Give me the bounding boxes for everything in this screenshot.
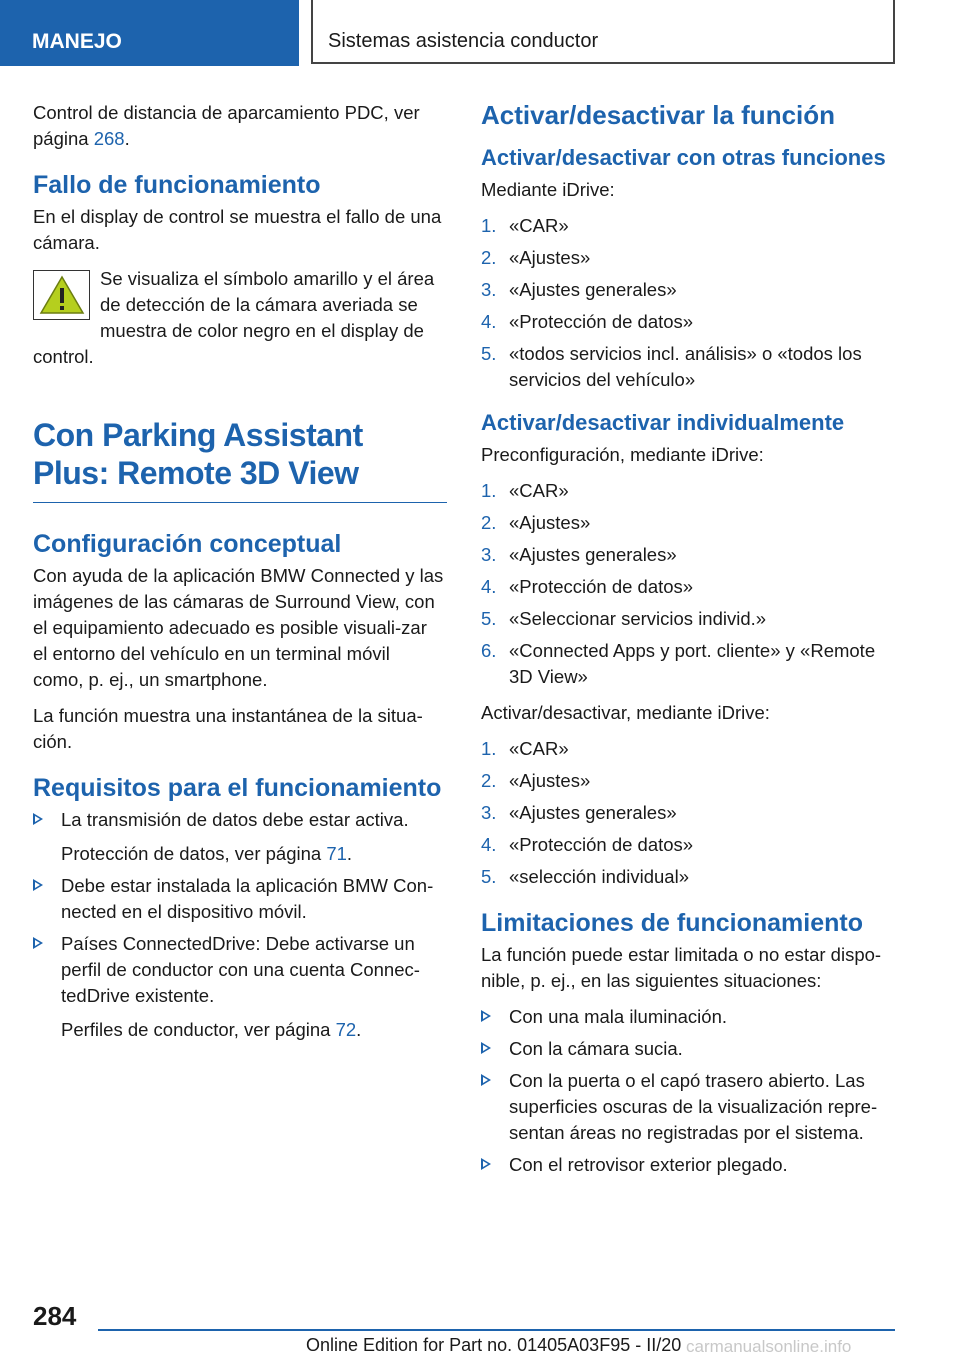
list-item: 1. «CAR» <box>481 480 569 501</box>
page-link-72[interactable]: 72 <box>335 1019 357 1040</box>
warning-triangle-icon <box>33 270 90 320</box>
list-item-text: Países ConnectedDrive: Debe activarse un perfil de conductor con una cuenta Connec‐tedDrive existente. <box>61 933 420 1006</box>
list-item: 3. «Ajustes generales» <box>481 802 677 823</box>
list-item <box>481 1152 891 1178</box>
step-text: «Protección de datos» <box>509 834 694 855</box>
chapter-label: Sistemas asistencia conductor <box>328 30 599 52</box>
fault-warning <box>33 266 445 370</box>
limits-heading: Limitaciones de funcionamiento <box>481 909 863 937</box>
list-item-text: La transmisión de datos debe estar activa. <box>61 809 409 830</box>
section-title: Con Parking Assistant Plus: Remote 3D View <box>33 417 363 491</box>
list-item <box>33 931 445 1043</box>
other-functions-heading: Activar/desactivar con otras funciones <box>481 145 886 170</box>
step-text: «CAR» <box>509 480 569 501</box>
bullet-triangle-icon <box>33 937 43 949</box>
list-item: 2. «Ajustes» <box>481 247 591 268</box>
step-text: «Ajustes» <box>509 512 591 533</box>
list-item: 6. «Connected Apps y port. cliente» y «Remote 3D View» <box>481 640 876 687</box>
concept-paragraph-1: Con ayuda de la aplicación BMW Connected y las imágenes de las cámaras de Surround View, con el equipamiento adecuado es posible visuali‐zar el entorno del vehículo en un terminal móvil como, p. ej., un smartphone. <box>33 565 444 690</box>
individual-intro: Preconfiguración, mediante iDrive: <box>481 444 764 465</box>
fault-heading: Fallo de funcionamiento <box>33 171 321 199</box>
list-item: 5. «Seleccionar servicios individ.» <box>481 608 767 629</box>
section-rule <box>33 502 447 503</box>
list-item: 4. «Protección de datos» <box>481 311 694 332</box>
individual-steps-list <box>481 478 891 690</box>
page-number: 284 <box>33 1301 77 1331</box>
list-item: 5. «selección individual» <box>481 866 689 887</box>
other-intro: Mediante iDrive: <box>481 179 615 200</box>
limits-list <box>481 1004 891 1178</box>
intro-paragraph <box>33 100 445 152</box>
step-text: «Ajustes generales» <box>509 544 677 565</box>
step-text: «CAR» <box>509 215 569 236</box>
concept-heading: Configuración conceptual <box>33 530 342 558</box>
bullet-triangle-icon <box>33 879 43 891</box>
fault-warning-text: Se visualiza el símbolo amarillo y el área de detección de la cámara averiada se muestra de color negro en el display de control. <box>33 268 435 367</box>
list-item <box>33 807 445 867</box>
edition-text: Online Edition for Part no. 01405A03F95 - II/20 <box>306 1335 682 1355</box>
bullet-triangle-icon <box>33 813 43 825</box>
step-text: «Seleccionar servicios individ.» <box>509 608 767 629</box>
list-item: 4. «Protección de datos» <box>481 834 694 855</box>
list-item-sub <box>61 1017 445 1043</box>
list-item: 2. «Ajustes» <box>481 512 591 533</box>
toggle-intro: Activar/desactivar, mediante iDrive: <box>481 702 770 723</box>
step-text: «Protección de datos» <box>509 576 694 597</box>
individual-heading: Activar/desactivar individualmente <box>481 410 845 435</box>
list-item: 3. «Ajustes generales» <box>481 279 677 300</box>
step-text: «todos servicios incl. análisis» o «todos los servicios del vehículo» <box>509 343 862 390</box>
step-text: «Ajustes» <box>509 770 591 791</box>
list-item: 3. «Ajustes generales» <box>481 544 677 565</box>
footer-rule <box>98 1329 895 1331</box>
list-item: 5. «todos servicios incl. análisis» o «todos los servicios del vehículo» <box>481 343 862 390</box>
sub-text: Protección de datos, ver página <box>61 843 327 864</box>
list-item: 1. «CAR» <box>481 738 569 759</box>
step-text: «Protección de datos» <box>509 311 694 332</box>
left-column <box>33 100 445 1053</box>
list-item: 2. «Ajustes» <box>481 770 591 791</box>
step-text: «CAR» <box>509 738 569 759</box>
list-item-sub <box>61 841 445 867</box>
toggle-steps-list <box>481 736 891 890</box>
bullet-triangle-icon <box>481 1042 491 1054</box>
sub-end: . <box>346 843 353 864</box>
sub-end: . <box>356 1019 362 1040</box>
limits-intro: La función puede estar limitada o no estar dispo‐nible, p. ej., en las siguientes situaciones: <box>481 944 882 991</box>
right-column <box>481 100 891 1188</box>
sub-text: Perfiles de conductor, ver página <box>61 1019 336 1040</box>
step-text: «Ajustes generales» <box>509 802 677 823</box>
step-text: «Connected Apps y port. cliente» y «Remote 3D View» <box>509 640 876 687</box>
intro-end: . <box>124 128 130 149</box>
list-item <box>481 1004 891 1030</box>
bullet-triangle-icon <box>481 1158 491 1170</box>
watermark: carmanualsonline.info <box>686 1337 852 1356</box>
section-tab <box>0 0 299 66</box>
concept-paragraph-2: La función muestra una instantánea de la situa‐ción. <box>33 705 423 752</box>
list-item: 1. «CAR» <box>481 215 569 236</box>
list-item <box>481 1068 891 1146</box>
page-link-71[interactable]: 71 <box>326 843 347 864</box>
section-label: MANEJO <box>32 30 122 53</box>
step-text: «selección individual» <box>509 866 689 887</box>
step-text: «Ajustes» <box>509 247 591 268</box>
bullet-triangle-icon <box>481 1010 491 1022</box>
activate-heading: Activar/desactivar la función <box>481 100 836 130</box>
list-item: 4. «Protección de datos» <box>481 576 694 597</box>
list-item-text: Con la puerta o el capó trasero abierto. Las superficies oscuras de la visualización repre‐sentan áreas no registradas por el sistema. <box>509 1070 878 1143</box>
chapter-tab <box>311 0 895 64</box>
step-text: «Ajustes generales» <box>509 279 677 300</box>
list-item-text: Con la cámara sucia. <box>509 1038 683 1059</box>
bullet-triangle-icon <box>481 1074 491 1086</box>
page-link-268[interactable]: 268 <box>93 128 125 149</box>
intro-text: Control de distancia de aparcamiento PDC, ver página <box>33 102 420 149</box>
fault-text: En el display de control se muestra el fallo de una cámara. <box>33 206 442 253</box>
requirements-list <box>33 807 445 1043</box>
list-item <box>481 1036 891 1062</box>
list-item-text: Con el retrovisor exterior plegado. <box>509 1154 788 1175</box>
requirements-heading: Requisitos para el funcionamiento <box>33 774 442 802</box>
list-item-text: Con una mala iluminación. <box>509 1006 728 1027</box>
other-steps-list <box>481 213 891 393</box>
list-item <box>33 873 445 925</box>
list-item-text: Debe estar instalada la aplicación BMW Con‐nected en el dispositivo móvil. <box>61 875 434 922</box>
